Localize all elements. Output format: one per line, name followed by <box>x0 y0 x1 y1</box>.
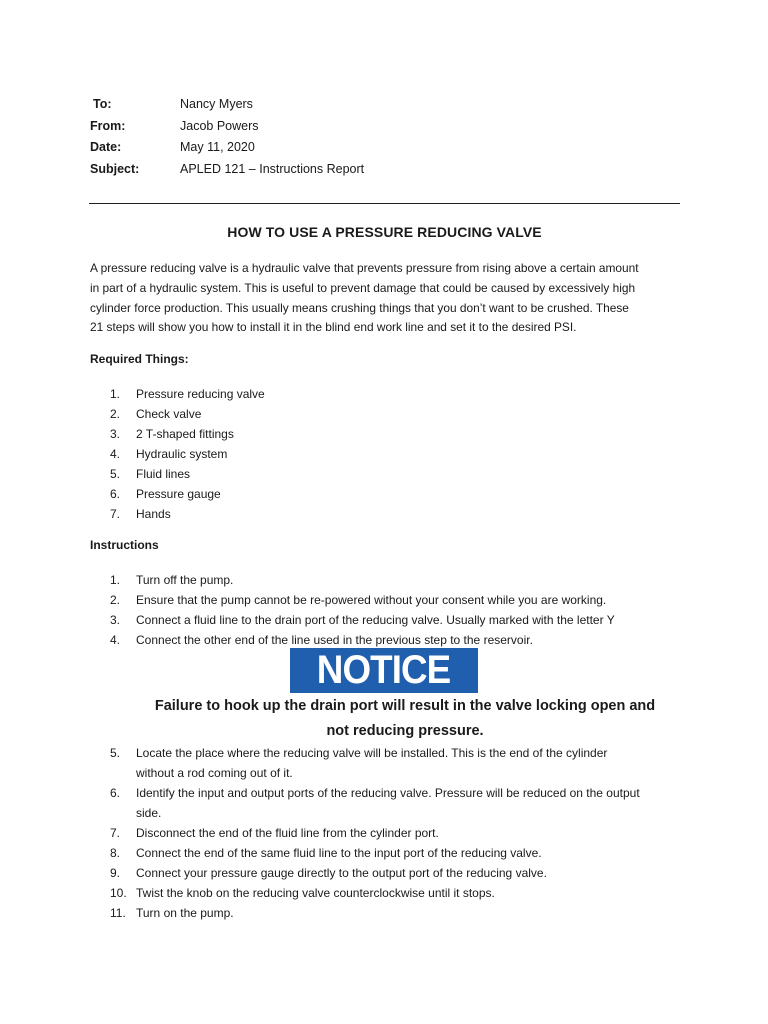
list-item-text <box>136 823 682 843</box>
intro-line: cylinder force production. This usually means crushing things that you don’t want to be crushed. These <box>90 300 629 315</box>
list-item-text <box>136 843 682 863</box>
memo-subject-row <box>90 159 690 181</box>
list-item-text <box>136 743 682 783</box>
list-item-number: 7. <box>110 826 121 840</box>
list-item-number: 8. <box>110 846 121 860</box>
list-item-number: 4. <box>110 633 121 647</box>
list-item <box>90 630 682 650</box>
memo-to-label: To: <box>93 97 112 111</box>
list-item-number: 1. <box>110 573 121 587</box>
list-item <box>90 504 682 524</box>
memo-date-row <box>90 137 690 159</box>
list-item <box>90 903 682 923</box>
intro-line: in part of a hydraulic system. This is useful to prevent damage that could be caused by excessively high <box>90 280 636 295</box>
list-item-number: 5. <box>110 746 121 760</box>
instructions-list-part-2 <box>90 743 682 923</box>
list-item <box>90 444 682 464</box>
list-item-number: 11. <box>110 906 126 920</box>
list-item-text <box>136 783 682 823</box>
list-item-text <box>136 883 682 903</box>
list-item-number: 9. <box>110 866 121 880</box>
list-item <box>90 610 682 630</box>
memo-to-row <box>90 94 690 116</box>
list-item-number: 3. <box>110 613 121 627</box>
list-item-line: Connect your pressure gauge directly to the output port of the reducing valve. <box>136 866 547 880</box>
instructions-list-part-1 <box>90 570 682 650</box>
list-item-text: Check valve <box>136 407 202 421</box>
list-item-number: 6. <box>110 487 121 501</box>
list-item-number: 4. <box>110 447 121 461</box>
list-item-line: Identify the input and output ports of the reducing valve. Pressure will be reduced on the output <box>136 786 640 800</box>
list-item <box>90 843 682 863</box>
list-item-text <box>136 863 682 883</box>
memo-from-label: From: <box>90 118 126 133</box>
list-item-text: Hands <box>136 507 171 521</box>
list-item-number: 5. <box>110 467 121 481</box>
memo-date-value: May 11, 2020 <box>180 140 255 155</box>
memo-subject-label: Subject: <box>90 162 140 177</box>
memo-header <box>90 94 690 181</box>
memo-from-value: Jacob Powers <box>180 118 259 133</box>
memo-subject-value: APLED 121 – Instructions Report <box>180 162 365 177</box>
list-item-text: Pressure gauge <box>136 487 221 501</box>
list-item <box>90 590 682 610</box>
list-item-line: Connect the end of the same fluid line to the input port of the reducing valve. <box>136 846 542 860</box>
list-item-text: Fluid lines <box>136 467 191 481</box>
header-divider <box>89 203 680 204</box>
list-item-number: 10. <box>110 886 127 900</box>
notice-sign <box>290 648 478 693</box>
list-item-number: 2. <box>110 407 121 421</box>
instructions-heading: Instructions <box>90 538 159 552</box>
list-item <box>90 404 682 424</box>
document-title: HOW TO USE A PRESSURE REDUCING VALVE <box>227 224 542 240</box>
intro-line: A pressure reducing valve is a hydraulic valve that prevents pressure from rising above a certain amount <box>90 261 639 275</box>
list-item-number: 7. <box>110 507 121 521</box>
required-things-heading: Required Things: <box>90 352 189 366</box>
intro-paragraph <box>90 259 682 338</box>
notice-label: NOTICE <box>317 648 451 692</box>
list-item-text: Turn off the pump. <box>136 573 234 587</box>
list-item-number: 2. <box>110 593 121 607</box>
list-item-line: Twist the knob on the reducing valve counterclockwise until it stops. <box>136 886 495 900</box>
intro-line: 21 steps will show you how to install it in the blind end work line and set it to the desired PSI. <box>90 320 577 335</box>
list-item-number: 3. <box>110 427 121 441</box>
required-things-list <box>90 384 682 524</box>
list-item <box>90 384 682 404</box>
list-item-number: 1. <box>110 387 121 401</box>
list-item-line: without a rod coming out of it. <box>136 766 293 780</box>
list-item-number: 6. <box>110 786 121 800</box>
list-item-text: Connect a fluid line to the drain port of the reducing valve. Usually marked with the letter Y <box>136 613 615 627</box>
list-item <box>90 570 682 590</box>
memo-date-label: Date: <box>90 140 122 155</box>
list-item-text: Connect the other end of the line used in the previous step to the reservoir. <box>136 633 533 647</box>
list-item <box>90 424 682 444</box>
list-item-line: Turn on the pump. <box>136 906 234 920</box>
memo-to-value: Nancy Myers <box>180 97 253 111</box>
memo-from-row <box>90 116 690 138</box>
list-item <box>90 863 682 883</box>
list-item-line: side. <box>136 806 162 820</box>
list-item-text: Hydraulic system <box>136 447 228 461</box>
warning-line: Failure to hook up the drain port will result in the valve locking open and <box>154 698 656 714</box>
list-item <box>90 883 682 903</box>
list-item-text: 2 T-shaped fittings <box>136 427 234 441</box>
list-item <box>90 743 682 783</box>
warning-line: not reducing pressure. <box>326 723 484 739</box>
list-item <box>90 783 682 823</box>
notice-warning-text <box>120 694 690 744</box>
list-item-text: Pressure reducing valve <box>136 387 265 401</box>
list-item-line: Disconnect the end of the fluid line from the cylinder port. <box>136 826 439 840</box>
list-item-line: Locate the place where the reducing valve will be installed. This is the end of the cylinder <box>136 746 608 760</box>
list-item-text <box>136 903 682 923</box>
list-item <box>90 823 682 843</box>
list-item <box>90 484 682 504</box>
list-item-text: Ensure that the pump cannot be re-powered without your consent while you are working. <box>136 593 607 607</box>
list-item <box>90 464 682 484</box>
